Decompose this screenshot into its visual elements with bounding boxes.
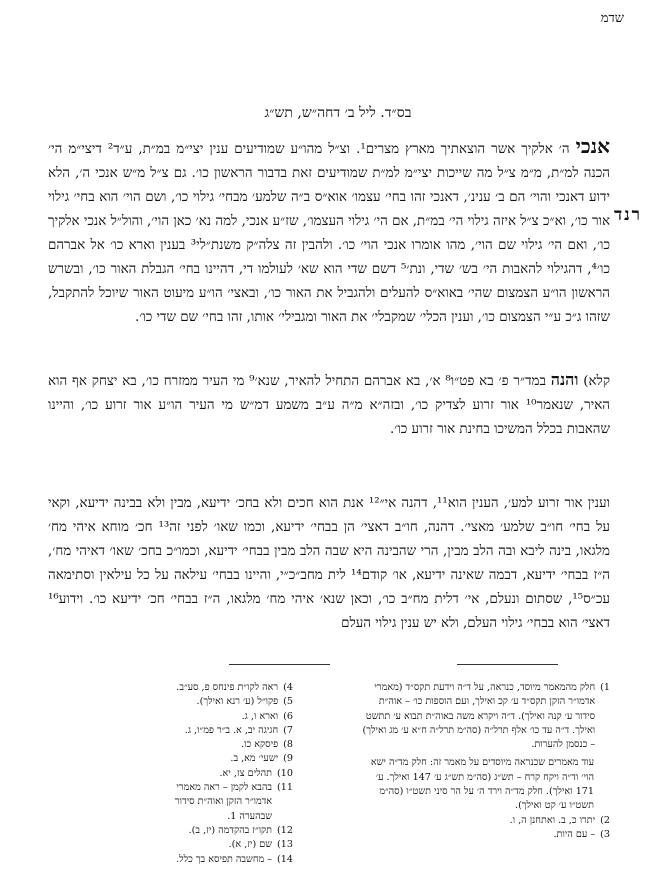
footnote-text: ישעי׳ מא, ב. <box>230 753 279 765</box>
footnote <box>360 814 610 828</box>
footnote-text: בהבא לקמן – ראה מאמרי אדמו״ר הזקן ואוה״ת סידור שבהערה 1. <box>174 782 273 822</box>
footnote-text: פקו״ל (ע׳ רנא ואילך). <box>196 696 279 708</box>
footnotes-right-column <box>360 681 610 842</box>
footnote <box>158 738 293 752</box>
footnote-text: פיסקא כו. <box>241 739 279 751</box>
footnote-text: יתרו כ, ב. ואתחנן ה, ו. <box>509 814 596 826</box>
discourse-header: בס״ד. ליל ב׳ דחה״ש, תש״ג <box>264 105 412 121</box>
paragraph-3-text: וענין אור זרוע למע׳, הענין הוא¹¹, דהנה אי״¹² אנת הוא חכים ולא בחכ׳ ידיעא, מבין ולא בבינה ידיעא, וקאי על בחי׳ חו״ב שלמע׳ מאצי׳. דהנה, חו״ב דאצי׳ הן בבחי׳ ידיעא, וכמו שאו׳ לפני זה¹³ חכ׳ מוחא איהי מח׳ מלגאו, בינה ליבא ובה הלב מבין, הרי שהבינה היא שבה הלב מבין בבחי׳ ידיעא, וכמו״כ בחכ׳ שאו׳ דאיהי מח׳, ה״ז בבחי׳ ידיעא, דבמה שאינה ידיעא, או׳ קודם¹⁴ לית מחב״כ״י, והיינו בבחי׳ עילאה על כל עילאין וסתימאה עכ״ס¹⁵, שסתום ונעלם, אי׳ דלית מח״ב כו׳, וכאן שנא׳ איהי מח׳ מלגאו, ה״ז בבחי׳ חכ׳ ידיעא כו׳. וידוע¹⁶ דאצי׳ הוא בבחי׳ גילוי העלם, ולא יש ענין גילוי העלם <box>48 496 610 631</box>
footnote-number: 7) <box>283 724 293 736</box>
footnote <box>158 752 293 766</box>
footnote <box>158 824 293 838</box>
footnote-number: 1) <box>600 682 610 693</box>
footnote <box>158 781 293 824</box>
footnote <box>158 710 293 724</box>
footnote <box>360 828 610 842</box>
paragraph-2 <box>48 368 610 442</box>
footnote-text: תהלים צז, יא. <box>219 767 273 779</box>
footnote-number: 4) <box>283 682 293 693</box>
footnote <box>158 695 293 709</box>
footnote-divider-left <box>229 664 330 665</box>
footnote <box>158 838 293 852</box>
footnote-text: – עם היות. <box>553 828 596 840</box>
footnote-continuation <box>360 756 610 813</box>
footnote <box>360 681 610 752</box>
paragraph-2-lead-word: והנה <box>550 370 579 389</box>
footnote-number: 12) <box>277 824 293 836</box>
footnote-number: 13) <box>277 839 293 851</box>
footnote-text: ראה לקו״ת פינחס פ, סע״ב. <box>176 682 279 693</box>
paragraph-1 <box>48 134 610 330</box>
footnote-number: 5) <box>283 696 293 708</box>
footnote-number: 3) <box>600 828 610 840</box>
footnote-text: חלק מהמאמר מיוסד, כנראה, על ד״ה וידעת תקס״ד (מאמרי אדמו״ר הזקן תקס״ד ע׳ קכ ואילך, ועם הוספות כו׳ – אוה״ת סידור ע׳ קנה ואילך). ד״ה ויקרא משה באוה״ת תבוא ע׳ תתשט ואילך. ד״ה עד כו׳ אלף תרל״ה (סה״מ תרל״ה ח״א ע׳ מג ואילך) – כנסמן להערות. <box>362 682 596 751</box>
paragraph-2-prefix: קלא) <box>578 374 610 389</box>
footnote-text: – מחשבה תפיסא בך כלל. <box>176 853 273 865</box>
paragraph-1-text: ה׳ אלקיך אשר הוצאתיך מארץ מצרים¹. וצ״ל מהו״ע שמודיעים ענין יצי״מ במ״ת, ע״ד² דיצי״מ הי׳ הכנה למ״ת, מ״מ צ״ל מה שייכות יצי״מ למ״ת שמודיעים זאת בדבור הראשון כו׳. גם צ״ל מ״ש אנכי ה׳, הלא ידוע דאנכי והוי׳ הם ב׳ ענינ׳, דאנכי זהו בחי׳ עצמו׳ אוא״ס ב״ה שלמע׳ מבחי׳ גילוי כו׳, ושם הוי׳ הוא בחי׳ גילוי אור כו׳, וא״כ צ״ל איזה גילוי הי׳ במ״ת, אם הי׳ גילוי העצמו׳, שז״ע אנכי, למה נא׳ כאן הוי׳, והול״ל אנכי אלקיך כו׳, ואם הי׳ גילוי שם הוי׳, מהו אומרו אנכי הוי׳ כו׳. ולהבין זה צלה״ק משנת״לי³ בענין וארא כו׳ אל אברהם כו׳⁴, דהגילוי להאבות הי׳ בש׳ שדי, ונת׳⁵ דשם שדי הוא שא׳ לעולמו די, דהיינו בחי׳ הגבלת האור כו׳, ובשרש הראשון הו״ע הצמצום שהי׳ באוא״ס להעלים ולהגביל את האור כו׳, ובאצי׳ הו״ע מיעוט האור שיוכל להתקבל, שזהו ג״כ ע״י הצמצום כו׳, וענין הכלי׳ שמקבלי׳ את האור ומגבילי׳ אותו, זהו בחי׳ שם שדי כו׳. <box>48 142 611 325</box>
footnote <box>158 767 293 781</box>
footnote-number: 11) <box>277 782 293 794</box>
page-number: שדמ <box>600 11 624 26</box>
paragraph-3 <box>48 492 610 636</box>
footnote-number: 2) <box>600 814 610 826</box>
paragraph-2-text: במד״ר פ׳ בא פט״ו⁸ א׳, בא אברהם התחיל להאיר, שנא׳⁹ מי העיר ממזרח כו׳, בא יצחק אף הוא האיר, שנאמר¹⁰ אור זרוע לצדיק כו׳, ובזה״א מ״ה ע״ב משמע דמ״ש מי העיר הו״ע אור זרוע כו׳, והיינו שהאבות בכלל המשיכו בחינת אור זרוע כו׳. <box>48 374 610 437</box>
paragraph-1-lead-word: אנכי <box>575 134 611 158</box>
footnote-divider-right <box>457 664 558 665</box>
footnote <box>158 724 293 738</box>
footnote-text: חגיגה יב, א. ב״ר פמ״ו, ג. <box>184 724 279 736</box>
footnote-number: 6) <box>283 710 293 722</box>
side-margin-mark: רנד <box>613 205 642 225</box>
footnotes-left-column <box>158 681 293 867</box>
footnote-text: עוד מאמרים שכנראה מיוסדים על מאמר זה: חלק מד״ה ישא הוי׳ וד״ה ויקח קרח – תש״ג (סה״מ תש״ג ע׳ 147 ואילך. ע׳ 171 ואילך). חלק מד״ה וירד ה׳ על הר סיני תשט״ו (סה״מ תשט״ו ע׳ קט ואילך). <box>370 757 594 812</box>
footnote-number: 9) <box>283 753 293 765</box>
footnote-number: 14) <box>277 853 293 865</box>
footnote <box>158 681 293 695</box>
footnote <box>158 853 293 867</box>
footnote-number: 8) <box>283 739 293 751</box>
footnote-text: שם (יז, א). <box>228 839 273 851</box>
footnote-number: 10) <box>277 767 293 779</box>
footnote-text: וארא ו, ג. <box>241 710 279 722</box>
footnote-text: תקו״ז בהקדמה (יז, ב). <box>188 824 273 836</box>
